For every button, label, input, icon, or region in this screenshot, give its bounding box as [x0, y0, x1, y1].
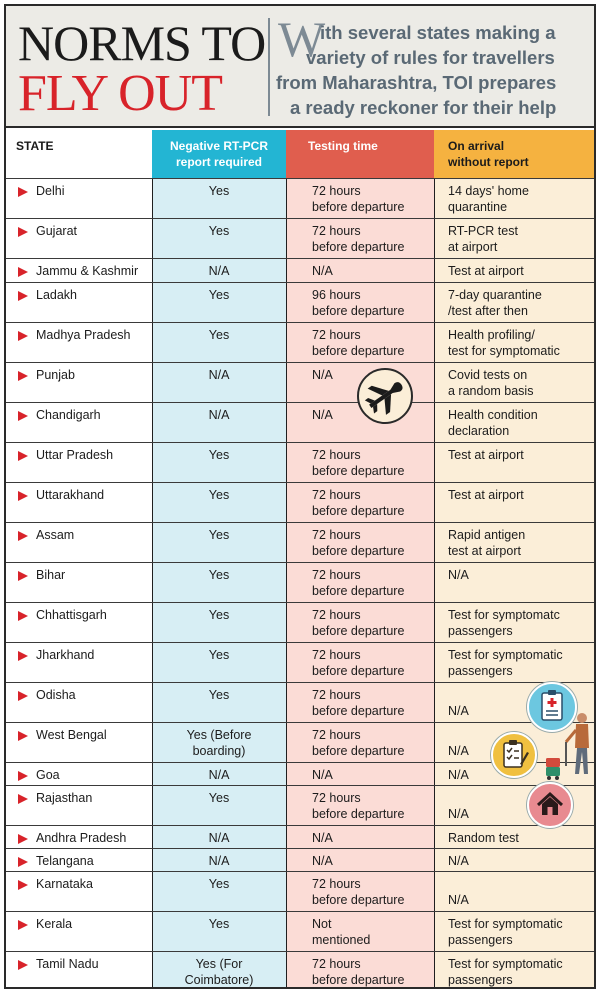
- state-name: Telangana: [36, 854, 94, 868]
- intro-line-2: variety of rules for travellers: [306, 47, 555, 68]
- on-arrival-value: N/A: [448, 704, 469, 718]
- red-arrow-bullet-icon: [18, 411, 28, 421]
- testing-time-value: N/A: [312, 368, 333, 382]
- intro-text: [276, 20, 592, 120]
- testing-time-value: N/A: [312, 854, 333, 868]
- testing-time-value: Not mentioned: [312, 917, 371, 947]
- on-arrival-value: RT-PCR test at airport: [448, 224, 518, 254]
- intro-line-1: ith several states making a: [320, 22, 556, 43]
- on-arrival-value: Health profiling/ test for symptomatic: [448, 328, 560, 358]
- negative-rtpcr-value: N/A: [208, 408, 230, 422]
- testing-time-value: 72 hours before departure: [312, 488, 405, 518]
- home-icon: [527, 782, 573, 828]
- table-row: [6, 402, 594, 442]
- red-arrow-bullet-icon: [18, 531, 28, 541]
- on-arrival-value: Test for symptomatc passengers: [448, 608, 560, 638]
- negative-rtpcr-value: Yes: [208, 791, 230, 805]
- testing-time-value: 72 hours before departure: [312, 648, 405, 678]
- on-arrival-value: Rapid antigen test at airport: [448, 528, 526, 558]
- testing-time-value: 72 hours before departure: [312, 528, 405, 558]
- negative-rtpcr-value: N/A: [208, 831, 230, 845]
- testing-time-value: 72 hours before departure: [312, 791, 405, 821]
- column-header-state: STATE: [6, 130, 152, 178]
- on-arrival-value: Test for symptomatic passengers: [448, 957, 563, 987]
- testing-time-value: 72 hours before departure: [312, 224, 405, 254]
- testing-time-value: 72 hours before departure: [312, 957, 405, 987]
- state-name: Goa: [36, 768, 60, 782]
- on-arrival-value: N/A: [448, 568, 469, 582]
- state-name: Chandigarh: [36, 408, 101, 422]
- table-row: [6, 562, 594, 602]
- state-name: Delhi: [36, 184, 65, 198]
- on-arrival-value: N/A: [448, 854, 469, 868]
- table-row: [6, 848, 594, 871]
- table-row: [6, 785, 594, 825]
- negative-rtpcr-value: N/A: [208, 368, 230, 382]
- state-name: Odisha: [36, 688, 76, 702]
- negative-rtpcr-value: N/A: [208, 854, 230, 868]
- red-arrow-bullet-icon: [18, 227, 28, 237]
- on-arrival-value: 14 days' home quarantine: [448, 184, 529, 214]
- red-arrow-bullet-icon: [18, 880, 28, 890]
- state-name: Karnataka: [36, 877, 93, 891]
- state-name: Madhya Pradesh: [36, 328, 131, 342]
- negative-rtpcr-value: Yes: [208, 528, 230, 542]
- state-name: Punjab: [36, 368, 75, 382]
- red-arrow-bullet-icon: [18, 187, 28, 197]
- state-name: Uttarakhand: [36, 488, 105, 502]
- on-arrival-value: Covid tests on a random basis: [448, 368, 534, 398]
- negative-rtpcr-value: Yes (Before boarding): [186, 728, 252, 758]
- intro-dropcap: W: [278, 11, 326, 67]
- red-arrow-bullet-icon: [18, 857, 28, 867]
- red-arrow-bullet-icon: [18, 731, 28, 741]
- table-row: [6, 871, 594, 911]
- red-arrow-bullet-icon: [18, 651, 28, 661]
- negative-rtpcr-value: Yes: [208, 288, 230, 302]
- red-arrow-bullet-icon: [18, 771, 28, 781]
- state-name: Gujarat: [36, 224, 77, 238]
- header-panel: [6, 6, 594, 128]
- state-name: Kerala: [36, 917, 73, 931]
- table-row: [6, 322, 594, 362]
- on-arrival-value: Health condition declaration: [448, 408, 538, 438]
- on-arrival-value: 7-day quarantine /test after then: [448, 288, 542, 318]
- red-arrow-bullet-icon: [18, 794, 28, 804]
- state-name: Andhra Pradesh: [36, 831, 127, 845]
- table-row: [6, 682, 594, 722]
- on-arrival-value: N/A: [448, 768, 469, 782]
- testing-time-value: N/A: [312, 264, 333, 278]
- testing-time-value: 72 hours before departure: [312, 328, 405, 358]
- testing-time-value: 72 hours before departure: [312, 877, 405, 907]
- testing-time-value: 72 hours before departure: [312, 184, 405, 214]
- testing-time-value: 72 hours before departure: [312, 448, 405, 478]
- testing-time-value: 72 hours before departure: [312, 728, 405, 758]
- negative-rtpcr-value: N/A: [208, 768, 230, 782]
- negative-rtpcr-value: Yes: [208, 608, 230, 622]
- on-arrival-value: N/A: [448, 807, 469, 821]
- red-arrow-bullet-icon: [18, 451, 28, 461]
- testing-time-value: 72 hours before departure: [312, 608, 405, 638]
- on-arrival-value: Test for symptomatic passengers: [448, 917, 563, 947]
- state-name: West Bengal: [36, 728, 107, 742]
- red-arrow-bullet-icon: [18, 611, 28, 621]
- table-row: [6, 642, 594, 682]
- testing-time-value: N/A: [312, 768, 333, 782]
- negative-rtpcr-value: Yes: [208, 877, 230, 891]
- testing-time-value: N/A: [312, 831, 333, 845]
- negative-rtpcr-value: N/A: [208, 264, 230, 278]
- on-arrival-value: Test at airport: [448, 264, 524, 278]
- on-arrival-value: Test for symptomatic passengers: [448, 648, 563, 678]
- testing-time-value: 96 hours before departure: [312, 288, 405, 318]
- table-header: [6, 130, 594, 178]
- column-header-testing-time: Testing time: [286, 130, 434, 178]
- table-row: [6, 482, 594, 522]
- negative-rtpcr-value: Yes: [208, 488, 230, 502]
- state-name: Jharkhand: [36, 648, 95, 662]
- table-row: [6, 178, 594, 218]
- state-name: Assam: [36, 528, 75, 542]
- table-row: [6, 258, 594, 282]
- negative-rtpcr-value: Yes: [208, 328, 230, 342]
- red-arrow-bullet-icon: [18, 371, 28, 381]
- header-divider: [268, 18, 270, 116]
- table-row: [6, 602, 594, 642]
- table-row: [6, 951, 594, 991]
- testing-time-value: 72 hours before departure: [312, 568, 405, 598]
- table-row: [6, 282, 594, 322]
- table-row: [6, 218, 594, 258]
- on-arrival-value: Test at airport: [448, 448, 524, 462]
- red-arrow-bullet-icon: [18, 331, 28, 341]
- on-arrival-value: Test at airport: [448, 488, 524, 502]
- luggage-icon: [544, 754, 574, 780]
- negative-rtpcr-value: Yes: [208, 184, 230, 198]
- testing-time-value: N/A: [312, 408, 333, 422]
- negative-rtpcr-value: Yes: [208, 448, 230, 462]
- table-row: [6, 911, 594, 951]
- state-name: Jammu & Kashmir: [36, 264, 139, 278]
- on-arrival-value: N/A: [448, 893, 469, 907]
- negative-rtpcr-value: Yes: [208, 224, 230, 238]
- table-row: [6, 442, 594, 482]
- airplane-icon: [357, 368, 413, 424]
- table-row: [6, 362, 594, 402]
- title-line-2: FLY OUT: [18, 65, 222, 122]
- red-arrow-bullet-icon: [18, 267, 28, 277]
- table-row: [6, 825, 594, 848]
- on-arrival-value: N/A: [448, 744, 469, 758]
- red-arrow-bullet-icon: [18, 691, 28, 701]
- column-header-negative-rtpcr: Negative RT-PCR report required: [152, 130, 286, 178]
- state-name: Uttar Pradesh: [36, 448, 114, 462]
- negative-rtpcr-value: Yes: [208, 568, 230, 582]
- negative-rtpcr-value: Yes: [208, 688, 230, 702]
- state-name: Ladakh: [36, 288, 78, 302]
- red-arrow-bullet-icon: [18, 834, 28, 844]
- red-arrow-bullet-icon: [18, 491, 28, 501]
- testing-time-value: 72 hours before departure: [312, 688, 405, 718]
- infographic-frame: [4, 4, 596, 989]
- checklist-clipboard-icon: [491, 732, 537, 778]
- state-name: Bihar: [36, 568, 66, 582]
- title-line-1: NORMS TO: [18, 15, 266, 71]
- table-row: [6, 522, 594, 562]
- column-header-on-arrival: On arrival without report: [434, 130, 594, 178]
- intro-line-4: a ready reckoner for their help: [290, 97, 557, 118]
- negative-rtpcr-value: Yes: [208, 917, 230, 931]
- red-arrow-bullet-icon: [18, 960, 28, 970]
- state-name: Rajasthan: [36, 791, 93, 805]
- red-arrow-bullet-icon: [18, 571, 28, 581]
- intro-line-3: from Maharashtra, TOI prepares: [276, 72, 557, 93]
- state-name: Chhattisgarh: [36, 608, 107, 622]
- negative-rtpcr-value: Yes (For Coimbatore): [184, 957, 254, 987]
- table-body: [6, 178, 594, 991]
- on-arrival-value: Random test: [448, 831, 519, 845]
- red-arrow-bullet-icon: [18, 920, 28, 930]
- red-arrow-bullet-icon: [18, 291, 28, 301]
- state-name: Tamil Nadu: [36, 957, 99, 971]
- negative-rtpcr-value: Yes: [208, 648, 230, 662]
